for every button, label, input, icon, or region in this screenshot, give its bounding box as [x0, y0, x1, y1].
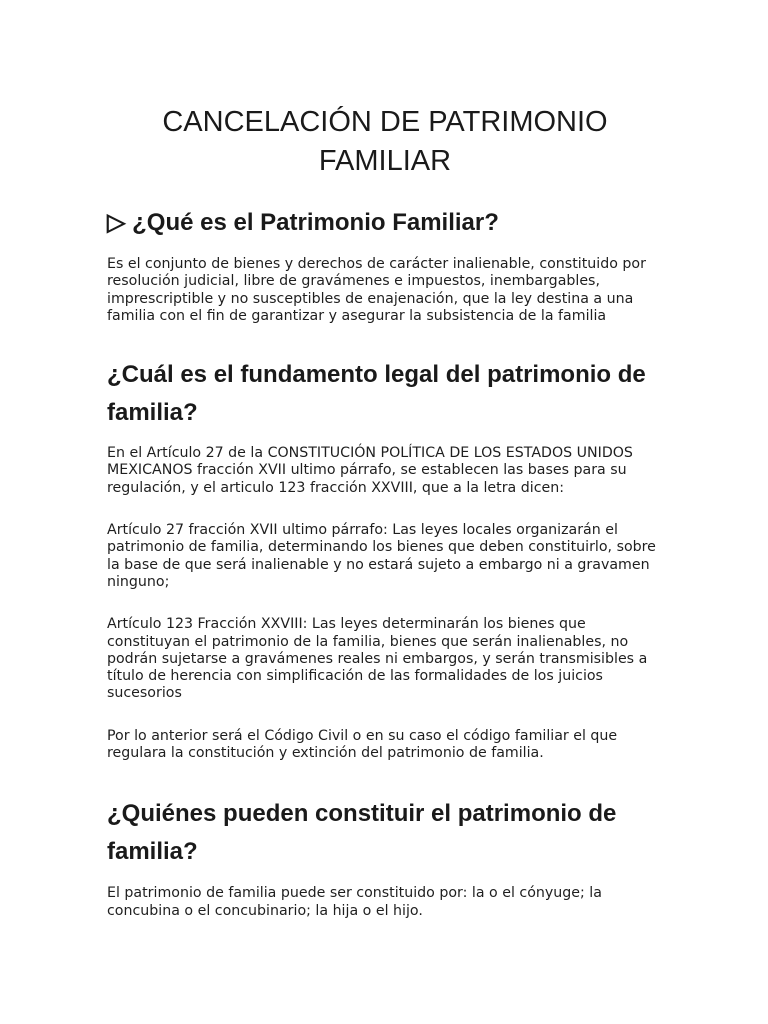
paragraph-definicion: Es el conjunto de bienes y derechos de carácter inalienable, constituido por resolución judicial, libre de gravámenes e impuestos, inembargables, imprescriptible y no susceptibles de enajenación, que la ley destina a una familia con el fin de garantizar y asegurar la subsistencia de la familia: [107, 256, 646, 324]
section-heading-fundamento-legal: ¿Cuál es el fundamento legal del patrimonio de familia?: [107, 361, 646, 427]
paragraph-articulo-123: Artículo 123 Fracción XXVIII: Las leyes determinarán los bienes que constituyan el patrimonio de la familia, bienes que serán inalienables, no podrán sujetarse a gravámenes reales ni embargos, y serán transmisibles a título de herencia con simplificación de las formalidades de los juicios sucesorios: [107, 616, 648, 702]
paragraph-codigo-civil: Por lo anterior será el Código Civil o en su caso el código familiar el que regulara la constitución y extinción del patrimonio de familia.: [107, 727, 618, 762]
document-title: CANCELACIÓN DE PATRIMONIO FAMILIAR: [162, 106, 608, 177]
paragraph-constituyentes: El patrimonio de familia puede ser constituido por: la o el cónyuge; la concubina o el concubinario; la hija o el hijo.: [107, 885, 602, 919]
paragraph-articulo-27-intro: En el Artículo 27 de la CONSTITUCIÓN POLÍTICA DE LOS ESTADOS UNIDOS MEXICANOS fracción XVII ultimo párrafo, se establecen las bases para su regulación, y el articulo 123 fracción XXVIII, que a la letra dicen:: [107, 445, 633, 496]
section-heading-que-es: ▷ ¿Qué es el Patrimonio Familiar?: [107, 209, 499, 236]
paragraph-articulo-27: Artículo 27 fracción XVII ultimo párrafo: Las leyes locales organizarán el patrimonio de familia, determinando los bienes que deben constituirlo, sobre la base de que será inalienable y no estará sujeto a embargo ni a gravamen ninguno;: [107, 522, 656, 590]
section-heading-quienes-pueden: ¿Quiénes pueden constituir el patrimonio de familia?: [107, 800, 617, 866]
document-page: [107, 0, 663, 920]
